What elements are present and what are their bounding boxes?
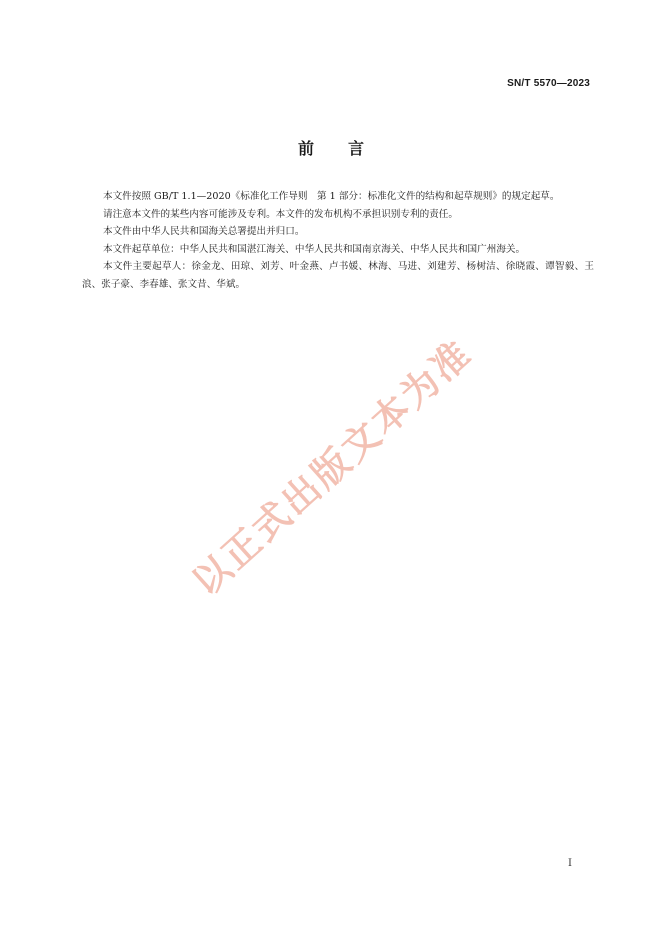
foreword-body	[82, 188, 594, 294]
standard-code: SN/T 5570—2023	[507, 78, 590, 89]
page-number: I	[568, 858, 572, 869]
paragraph-proposer: 本文件由中华人民共和国海关总署提出并归口。	[103, 226, 305, 238]
title-char-right: 言	[348, 139, 365, 158]
page-title	[0, 136, 662, 159]
watermark: 以正式出版文本为准	[184, 331, 481, 605]
paragraph-drafting-units: 本文件起草单位：中华人民共和国湛江海关、中华人民共和国南京海关、中华人民共和国广州海关。	[103, 243, 526, 255]
paragraph-drafting-basis: 本文件按照 GB/T 1.1—2020《标准化工作导则 第 1 部分：标准化文件的结构和起草规则》的规定起草。	[103, 191, 560, 202]
title-char-left: 前	[297, 139, 314, 158]
paragraph-patent-notice: 请注意本文件的某些内容可能涉及专利。本文件的发布机构不承担识别专利的责任。	[103, 208, 458, 220]
paragraph-drafters: 本文件主要起草人：徐金龙、田琼、刘芳、叶金燕、卢书媛、林海、马进、刘建芳、杨树洁、徐晓霞、谭智毅、王浪、张子豪、李春雄、张文昔、华斌。	[82, 261, 594, 290]
